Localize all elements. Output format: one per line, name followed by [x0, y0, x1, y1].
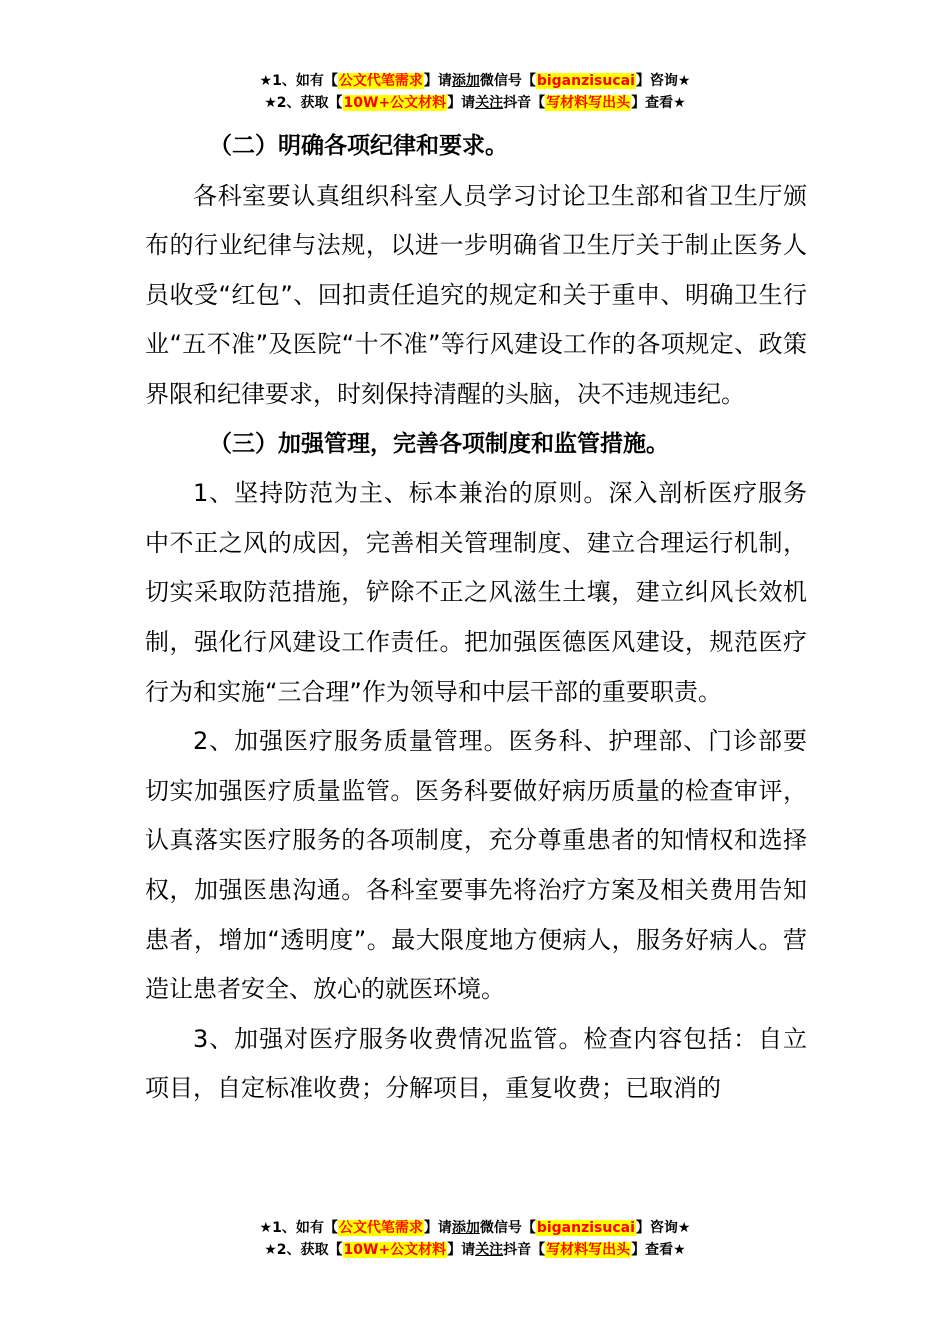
top-promo-banner	[0, 70, 950, 114]
promo-line-2-highlight-2: 写材料写出头	[546, 1242, 631, 1258]
promo-line-1-underlined: 添加	[451, 1220, 480, 1236]
promo-line-1-prefix: ★1、如有【	[259, 73, 338, 89]
promo-line-2-underlined: 关注	[475, 95, 504, 111]
promo-line-1-mid-1: 】请	[423, 73, 452, 89]
promo-line-1-mid-1: 】请	[423, 1220, 452, 1236]
promo-line-2-underlined: 关注	[475, 1242, 504, 1258]
promo-line-2-mid-1: 】请	[447, 95, 476, 111]
promo-line-2-suffix: 】查看★	[631, 1242, 686, 1258]
promo-line-1	[0, 1217, 950, 1239]
promo-line-2	[0, 92, 950, 114]
section-heading-2: （二）明确各项纪律和要求。	[209, 133, 508, 159]
promo-line-1-mid-2: 微信号【	[479, 73, 536, 89]
promo-line-1-underlined: 添加	[451, 73, 480, 89]
promo-line-2-suffix: 】查看★	[631, 95, 686, 111]
section-heading-3: （三）加强管理，完善各项制度和监管措施。	[209, 430, 669, 457]
promo-line-2	[0, 1239, 950, 1261]
promo-line-1-highlight-1: 公文代笔需求	[338, 73, 423, 89]
promo-line-1-highlight-2: biganzisucai	[536, 73, 635, 89]
promo-line-2-mid-1: 】请	[447, 1242, 476, 1258]
promo-line-1-prefix: ★1、如有【	[259, 1220, 338, 1236]
promo-line-2-mid-2: 抖音【	[503, 1242, 546, 1258]
paragraph-discipline: 各科室要认真组织科室人员学习讨论卫生部和省卫生厅颁布的行业纪律与法规，以进一步明确省卫生厅关于制止医务人员收受“红包”、回扣责任追究的规定和关于重申、明确卫生行业“五不准”及医院“十不准”等行风建设工作的各项规定、政策界限和纪律要求，时刻保持清醒的头脑，决不违规违纪。	[145, 181, 807, 408]
promo-line-2-highlight-1: 10W+公文材料	[343, 95, 447, 111]
promo-line-1-mid-2: 微信号【	[479, 1220, 536, 1236]
promo-line-1-suffix: 】咨询★	[635, 1220, 691, 1236]
promo-line-1-highlight-2: biganzisucai	[536, 1220, 635, 1236]
promo-line-2-highlight-2: 写材料写出头	[546, 95, 631, 111]
document-body	[145, 122, 807, 1114]
bottom-promo-banner	[0, 1217, 950, 1261]
paragraph-quality: 2、加强医疗服务质量管理。医务科、护理部、门诊部要切实加强医疗质量监管。医务科要做好病历质量的检查审评，认真落实医疗服务的各项制度，充分尊重患者的知情权和选择权，加强医患沟通。各科室要事先将治疗方案及相关费用告知患者，增加“透明度”。最大限度地方便病人，服务好病人。营造让患者安全、放心的就医环境。	[145, 727, 807, 1004]
promo-line-2-highlight-1: 10W+公文材料	[343, 1242, 447, 1258]
promo-line-1-highlight-1: 公文代笔需求	[338, 1220, 423, 1236]
paragraph-fees: 3、加强对医疗服务收费情况监管。检查内容包括：自立项目，自定标准收费；分解项目，重复收费；已取消的	[145, 1024, 807, 1103]
paragraph-prevention: 1、坚持防范为主、标本兼治的原则。深入剖析医疗服务中不正之风的成因，完善相关管理制度、建立合理运行机制，切实采取防范措施，铲除不正之风滋生土壤，建立纠风长效机制，强化行风建设工作责任。把加强医德医风建设，规范医疗行为和实施“三合理”作为领导和中层干部的重要职责。	[145, 479, 807, 706]
promo-line-1-suffix: 】咨询★	[635, 73, 691, 89]
promo-line-1	[0, 70, 950, 92]
promo-line-2-mid-2: 抖音【	[503, 95, 546, 111]
promo-line-2-prefix: ★2、获取【	[264, 95, 343, 111]
promo-line-2-prefix: ★2、获取【	[264, 1242, 343, 1258]
